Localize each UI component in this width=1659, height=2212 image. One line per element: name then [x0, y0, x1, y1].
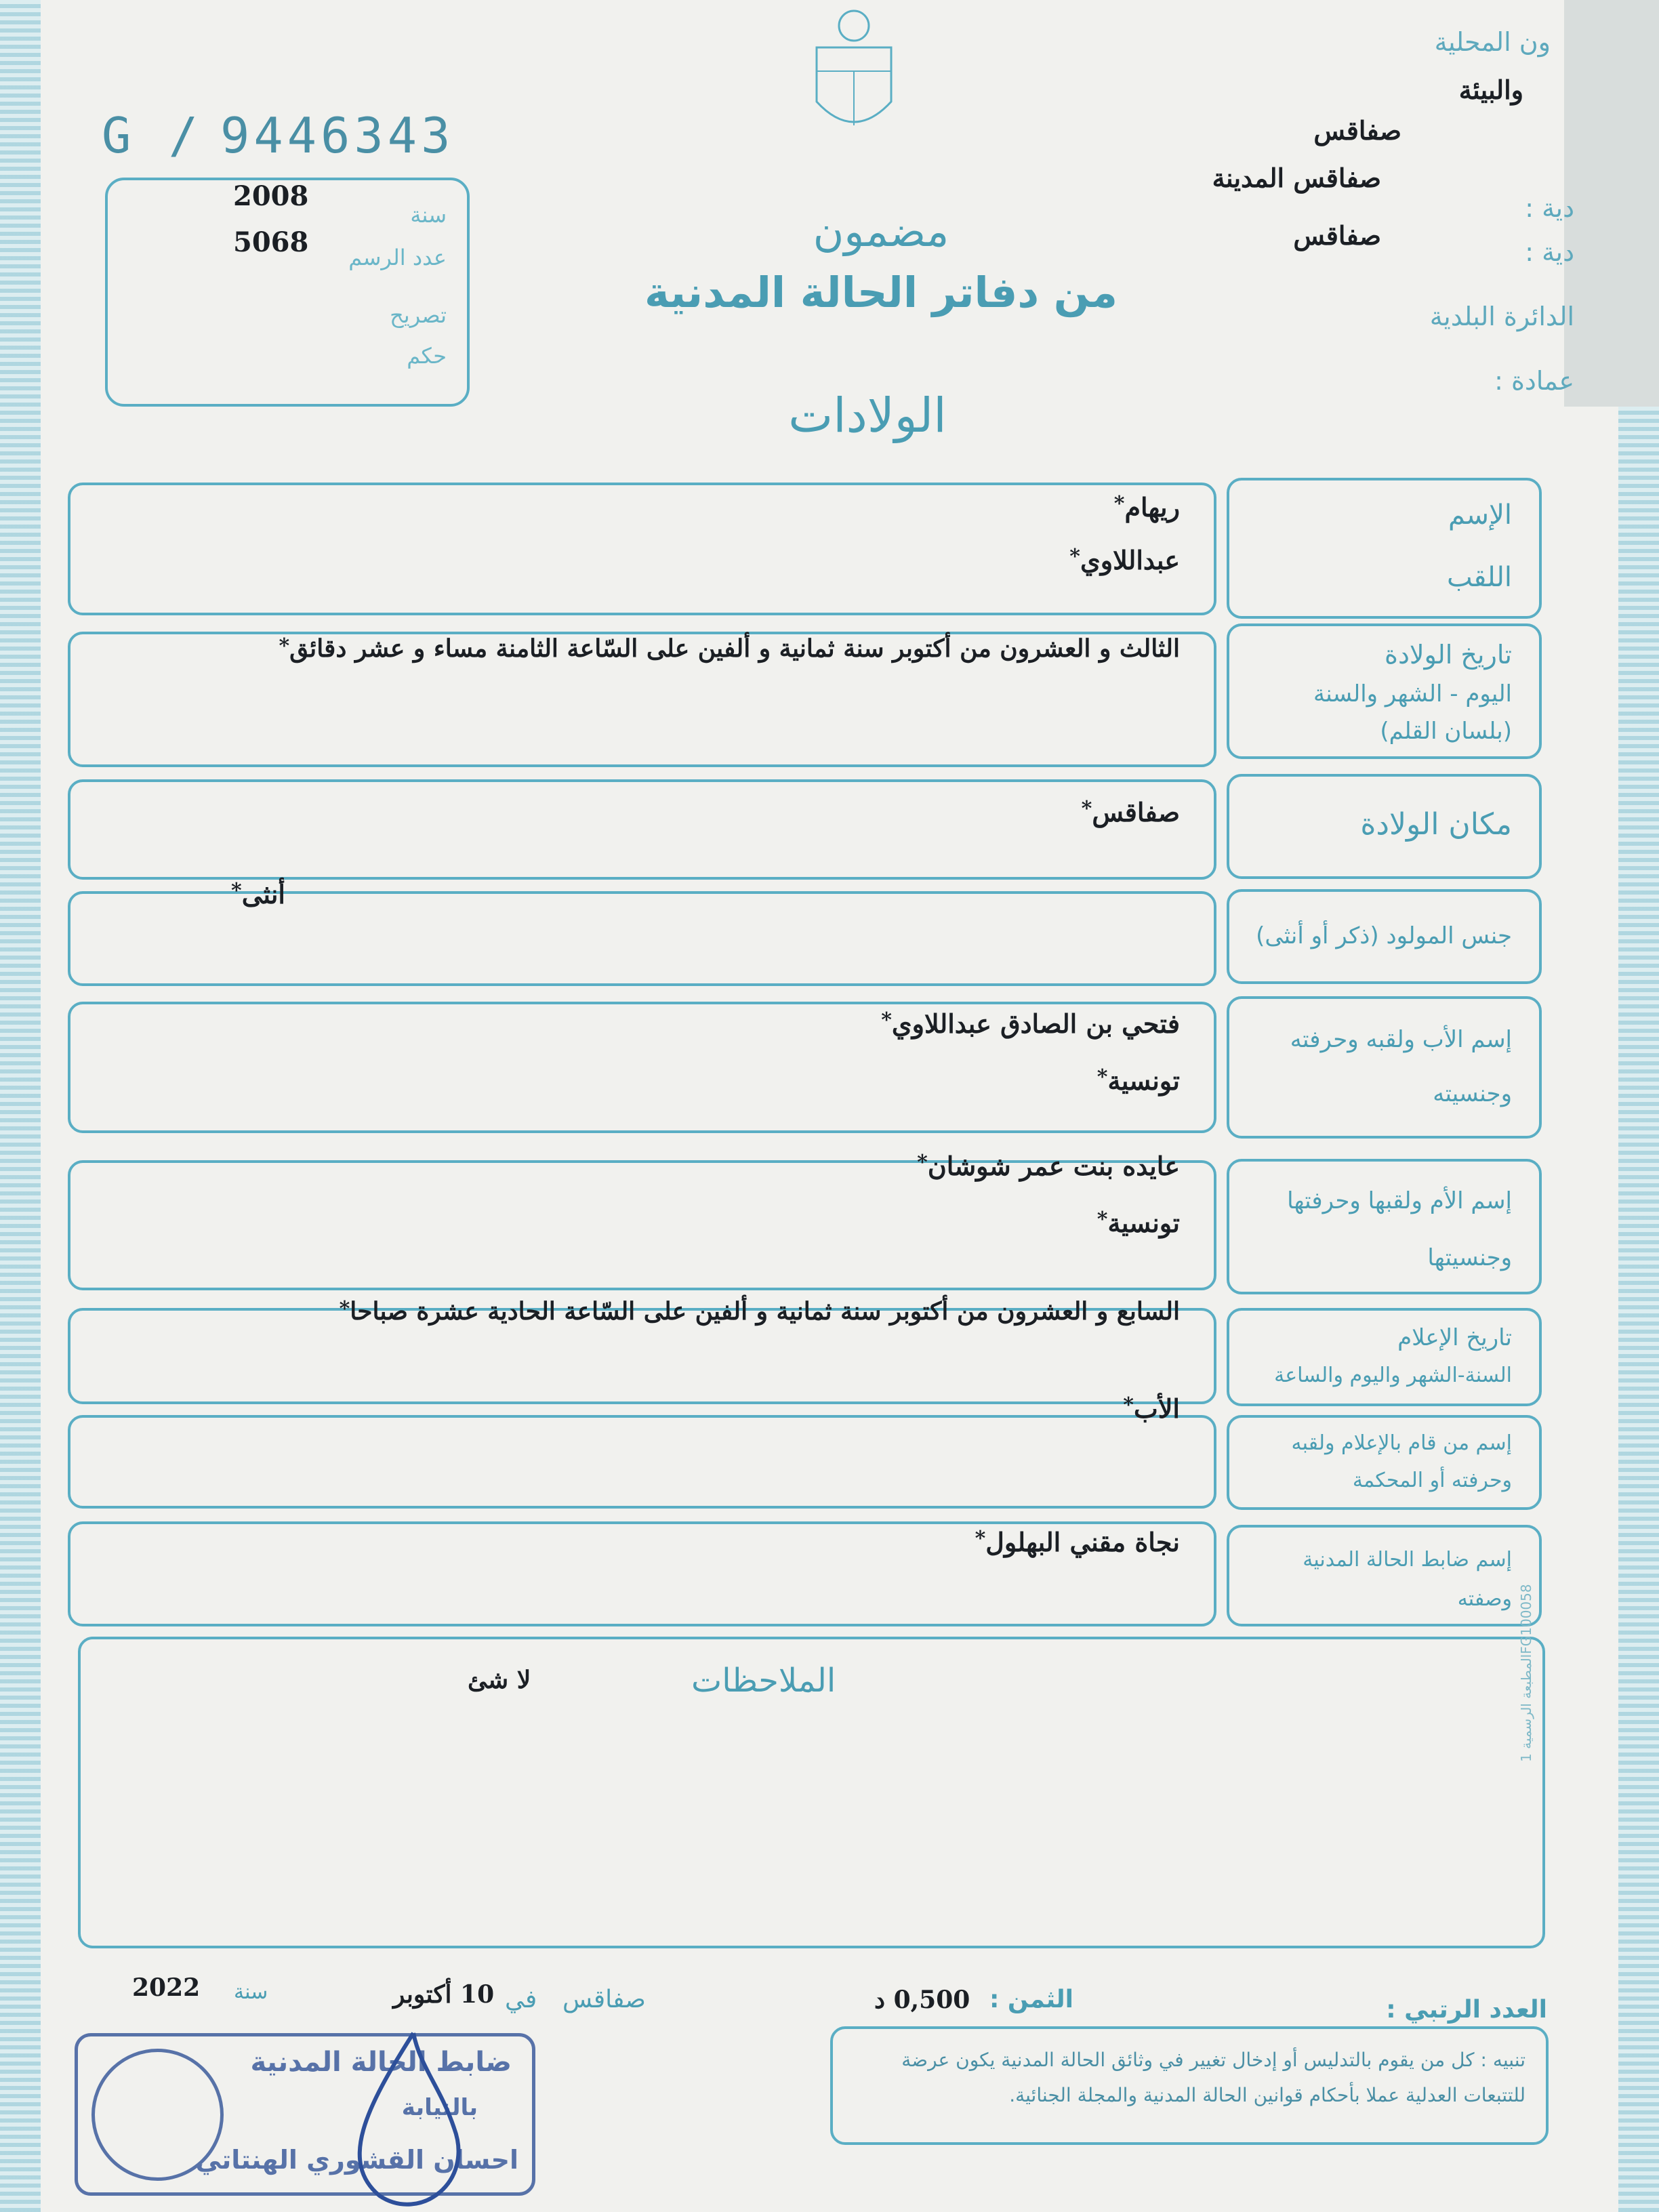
father-nationality-label: وجنسيته	[1433, 1080, 1512, 1107]
price-label: الثمن :	[989, 1986, 1074, 2013]
on-label: في	[505, 1986, 537, 2013]
decorative-border-left	[0, 0, 41, 2212]
declarant-value-box	[68, 1393, 1216, 1509]
mother-label: إسم الأم ولقبها وحرفتها	[1287, 1187, 1512, 1214]
observations-label: الملاحظات	[691, 1662, 836, 1700]
first-name-value: ريهام*	[1113, 492, 1180, 523]
mother-nationality-value: تونسية*	[1097, 1208, 1180, 1238]
serial-number: 9446343	[220, 107, 455, 164]
stamp-line2: بالنيابة	[401, 2094, 478, 2121]
registration-number: 5068	[233, 226, 309, 258]
sex-value: أنثى*	[231, 879, 285, 909]
birth-date-value: الثالث و العشرون من أكتوبر سنة ثمانية و ألفين على السّاعة الثامنة مساء و عشر دقائق*	[279, 634, 1180, 663]
registration-year-label: سنة	[410, 202, 447, 228]
header-ministry-line2: والبيئة	[1458, 75, 1523, 105]
father-label-box	[1227, 996, 1542, 1139]
birth-date-label-box	[1227, 623, 1542, 759]
declaration-label: تصريح	[390, 302, 447, 328]
officer-label: إسم ضابط الحالة المدنية	[1303, 1548, 1512, 1572]
stamp-line3: احسان القشوري الهنتاتي	[195, 2145, 518, 2175]
declarant-label-box	[1227, 1415, 1542, 1510]
sex-label-box	[1227, 889, 1542, 984]
year-label: سنة	[234, 1980, 268, 2004]
declaration-date-label: تاريخ الإعلام	[1397, 1324, 1512, 1351]
declaration-date-sublabel: السنة-الشهر واليوم والساعة	[1274, 1364, 1512, 1387]
delegation-label: دية :	[1525, 237, 1574, 267]
sex-label: جنس المولود (ذكر أو أنثى)	[1256, 922, 1512, 949]
header-ministry-line1: ون المحلية	[1434, 27, 1551, 57]
tunisia-coat-of-arms-icon	[810, 7, 898, 142]
price-value: 0,500 د	[874, 1986, 970, 2014]
surname-label: اللقب	[1446, 562, 1512, 593]
mother-value-box	[68, 1151, 1216, 1290]
registration-box	[105, 178, 470, 407]
officer-value: نجاة مقني البهلول*	[975, 1527, 1180, 1557]
declarant-sublabel: وحرفته أو المحكمة	[1352, 1469, 1512, 1492]
municipality-label: دية :	[1525, 193, 1574, 223]
header-governorate: صفاقس	[1313, 115, 1401, 146]
issue-year: 2022	[132, 1973, 201, 2002]
registration-year: 2008	[233, 180, 309, 212]
birth-date-note: (بلسان القلم)	[1380, 718, 1512, 745]
folded-page-edge	[1564, 0, 1659, 407]
first-name-label: الإسم	[1448, 499, 1512, 531]
issue-date: 10 أكتوبر	[393, 1980, 495, 2009]
birth-place-value-box	[68, 779, 1216, 880]
stamp-line1: ضابط الحالة المدنية	[250, 2047, 512, 2078]
declaration-date-label-box	[1227, 1308, 1542, 1406]
serial-prefix: G /	[102, 107, 203, 164]
officer-value-box	[68, 1521, 1216, 1626]
printer-mark: المطبعة الرسمية 1FG100058	[1518, 1584, 1534, 1762]
handwritten-signature-icon	[325, 2026, 501, 2212]
district-label: الدائرة البلدية	[1429, 302, 1574, 331]
declarant-label: إسم من قام بالإعلام ولقبه	[1291, 1431, 1512, 1455]
father-value-box	[68, 1002, 1216, 1133]
declarant-value: الأب*	[1123, 1393, 1180, 1424]
mother-name-value: عايده بنت عمر شوشان*	[917, 1151, 1180, 1181]
municipality-value: صفاقس المدينة	[1212, 163, 1381, 193]
place-label: صفاقس	[562, 1986, 646, 2013]
officer-sublabel: وصفته	[1457, 1587, 1512, 1611]
sex-value-box	[68, 879, 1216, 986]
declaration-date-value: السابع و العشرون من أكتوبر سنة ثمانية و ألفين على السّاعة الحادية عشرة صباحا*	[339, 1297, 1180, 1326]
sector-label: عمادة :	[1494, 366, 1574, 396]
declaration-date-value-box	[68, 1297, 1216, 1404]
judgment-label: حكم	[407, 343, 447, 369]
father-nationality-value: تونسية*	[1097, 1065, 1180, 1096]
birth-date-value-box	[68, 632, 1216, 767]
title-births: الولادات	[788, 388, 947, 443]
name-value-box	[68, 483, 1216, 615]
title-summary: مضمون	[813, 207, 949, 256]
mother-nationality-label: وجنسيتها	[1427, 1244, 1512, 1271]
birth-place-label-box	[1227, 774, 1542, 879]
officer-label-box	[1227, 1525, 1542, 1626]
birth-date-label: تاريخ الولادة	[1385, 640, 1512, 670]
name-label-box	[1227, 478, 1542, 619]
delegation-value: صفاقس	[1293, 220, 1381, 251]
legal-notice: تنبيه : كل من يقوم بالتدليس أو إدخال تغيير في وثائق الحالة المدنية يكون عرضة للتتبعات العدلية عملا بأحكام قوانين الحالة المدنية والمجلة الجنائية.	[830, 2026, 1549, 2145]
serial-number-label: العدد الرتبي :	[1386, 1996, 1547, 2024]
father-label: إسم الأب ولقبه وحرفته	[1290, 1026, 1512, 1053]
title-registers: من دفاتر الحالة المدنية	[644, 268, 1118, 317]
birth-place-label: مكان الولادة	[1360, 807, 1512, 842]
father-name-value: فتحي بن الصادق عبداللاوي*	[881, 1008, 1180, 1039]
birth-place-value: صفاقس*	[1081, 797, 1180, 827]
observations-value: لا شئ	[468, 1666, 531, 1694]
surname-value: عبداللاوي*	[1069, 545, 1180, 575]
registration-number-label: عدد الرسم	[348, 245, 447, 270]
birth-date-sublabel: اليوم - الشهر والسنة	[1313, 680, 1512, 708]
mother-label-box	[1227, 1159, 1542, 1294]
